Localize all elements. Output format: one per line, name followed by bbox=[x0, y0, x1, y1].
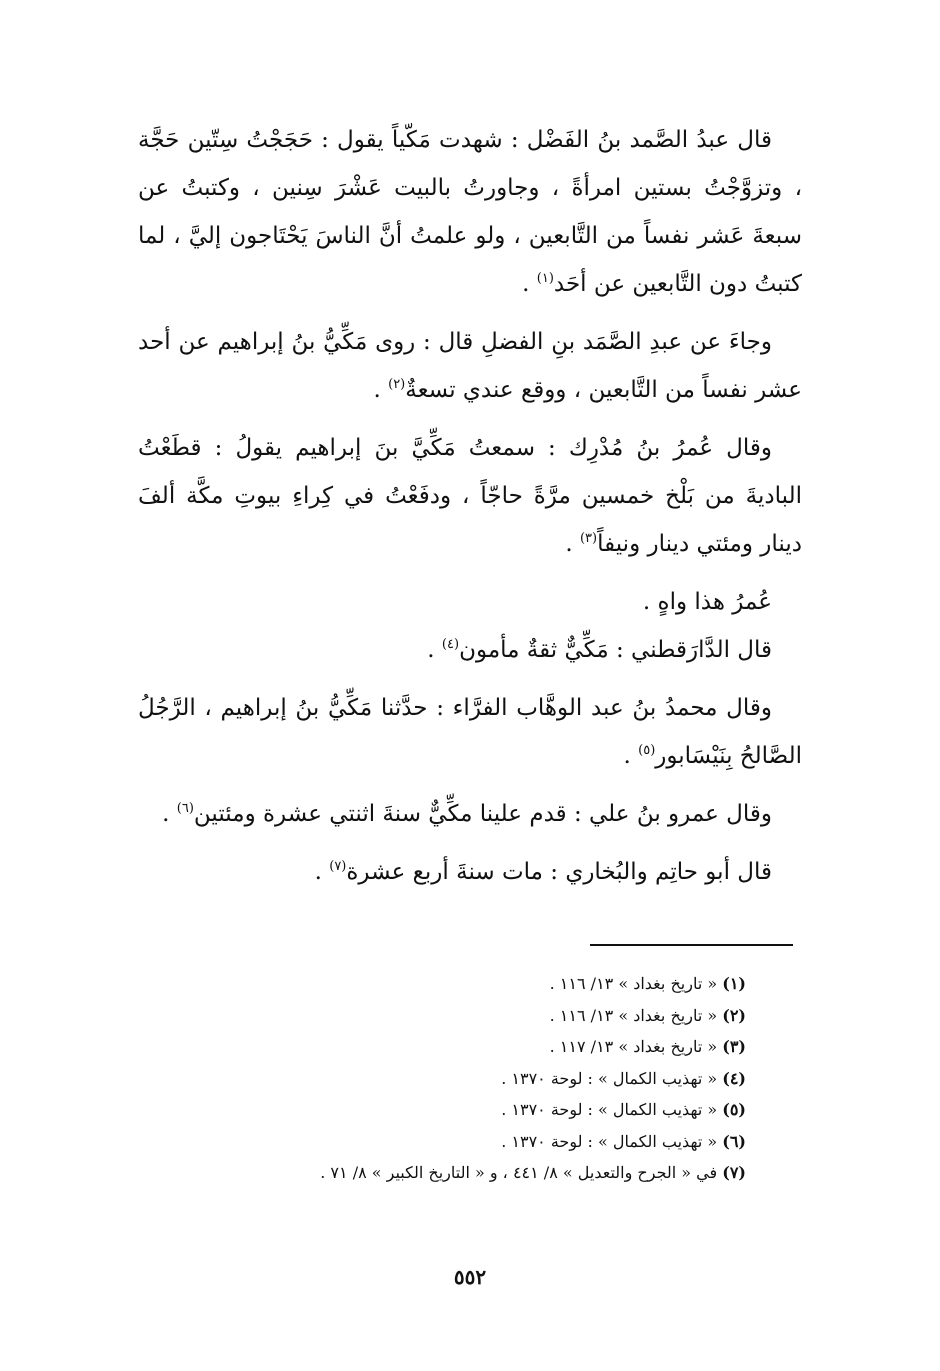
footnote-text: في « الجرح والتعديل » ٨/ ٤٤١ ، و « التاريخ الكبير » ٨/ ٧١ . bbox=[320, 1163, 718, 1182]
paragraph-2 bbox=[138, 318, 802, 414]
footnote-ref[interactable]: (٦) bbox=[176, 801, 194, 816]
paragraph-8 bbox=[138, 848, 802, 896]
footnote-number: (٦) bbox=[722, 1131, 746, 1151]
footnote-divider bbox=[590, 944, 793, 946]
footnote-7 bbox=[186, 1157, 746, 1189]
footnote-text: « تاريخ بغداد » ١٣/ ١١٦ . bbox=[549, 1005, 718, 1025]
paragraph-7 bbox=[138, 790, 802, 838]
footnote-number: (٧) bbox=[722, 1163, 746, 1182]
footnote-number: (١) bbox=[722, 974, 746, 993]
footnotes bbox=[186, 968, 746, 1189]
footnote-ref[interactable]: (٣) bbox=[579, 531, 598, 546]
paragraph-text: وقال محمدُ بنُ عبد الوهَّاب الفرَّاء : حدَّثنا مَكِّيُّ بنُ إبراهيم ، الرَّجُلُ الصَّالحُ بِنَيْسَابور bbox=[138, 695, 802, 769]
footnote-text: « تاريخ بغداد » ١٣/ ١١٧ . bbox=[549, 1037, 718, 1056]
footnote-ref[interactable]: (٢) bbox=[388, 377, 406, 392]
paragraph-4 bbox=[138, 578, 802, 626]
page-number: ٥٥٢ bbox=[453, 1265, 487, 1289]
paragraph-end: . bbox=[522, 271, 537, 297]
paragraph-6 bbox=[138, 684, 802, 780]
footnote-text: « تهذيب الكمال » : لوحة ١٣٧٠ . bbox=[501, 1131, 718, 1151]
footnote-ref[interactable]: (١) bbox=[536, 271, 554, 286]
footnote-number: (٤) bbox=[722, 1068, 746, 1088]
footnote-ref[interactable]: (٧) bbox=[329, 859, 347, 874]
paragraph-end: . bbox=[373, 377, 389, 403]
paragraph-text: قال عبدُ الصَّمد بنُ الفَضْل : شهدت مَكّياً يقول : حَجَجْتُ سِتّين حَجَّة ، وتزوَّجْتُ بستين امرأةً ، وجاورتُ بالبيت عَشْرَ سِنين ، وكتبتُ عن سبعةَ عَشر نفساً من التَّابعين ، ولو علمتُ أنَّ الناسَ يَحْتَاجون إليَّ ، لما كتبتُ دون التَّابعين عن أحَد bbox=[138, 127, 802, 297]
footnote-4 bbox=[186, 1063, 746, 1095]
paragraph-end: . bbox=[162, 801, 177, 827]
footnote-ref[interactable]: (٤) bbox=[441, 637, 460, 652]
paragraph-3 bbox=[138, 424, 802, 568]
paragraph-end: . bbox=[565, 531, 580, 557]
footnote-number: (٥) bbox=[722, 1100, 746, 1119]
footnote-5 bbox=[186, 1094, 746, 1126]
footnote-2 bbox=[186, 1000, 746, 1032]
footnote-1 bbox=[186, 968, 746, 1000]
footnote-3 bbox=[186, 1031, 746, 1063]
paragraph-text: وقال عمرو بنُ علي : قدم علينا مكِّيٌّ سنةَ اثنتي عشرة ومئتين bbox=[193, 801, 772, 827]
footnote-ref[interactable]: (٥) bbox=[638, 743, 656, 758]
footnote-text: « تاريخ بغداد » ١٣/ ١١٦ . bbox=[549, 974, 718, 993]
main-text bbox=[138, 116, 802, 896]
footnote-number: (٢) bbox=[722, 1005, 746, 1025]
paragraph-text: وجاءَ عن عبدِ الصَّمَد بنِ الفضلِ قال : روى مَكِّيُّ بنُ إبراهيم عن أحد عشر نفساً من التَّابعين ، ووقع عندي تسعةٌ bbox=[138, 329, 802, 403]
footnote-number: (٣) bbox=[722, 1037, 746, 1056]
paragraph-text: قال أبو حاتِم والبُخاري : مات سنةَ أربع عشرة bbox=[346, 859, 772, 885]
footnote-6 bbox=[186, 1126, 746, 1158]
paragraph-text: وقال عُمرُ بنُ مُدْرِك : سمعتُ مَكِّيَّ بنَ إبراهيم يقولُ : قطَعْتُ الباديةَ من بَلْخ خمسين مرَّةً حاجّاً ، ودفَعْتُ في كِراءِ بيوتِ مكَّة ألفَ دينار ومئتي دينار ونيفاً bbox=[138, 435, 802, 557]
paragraph-text: قال الدَّارَقطني : مَكِّيٌّ ثقةٌ مأمون bbox=[459, 637, 772, 663]
footnote-text: « تهذيب الكمال » : لوحة ١٣٧٠ . bbox=[501, 1068, 718, 1088]
paragraph-end: . bbox=[623, 743, 639, 769]
paragraph-5 bbox=[138, 626, 802, 674]
paragraph-1 bbox=[138, 116, 802, 308]
paragraph-text: عُمرُ هذا واهٍ . bbox=[642, 589, 772, 615]
footnote-text: « تهذيب الكمال » : لوحة ١٣٧٠ . bbox=[501, 1100, 718, 1119]
paragraph-end: . bbox=[314, 859, 330, 885]
paragraph-end: . bbox=[427, 637, 442, 663]
